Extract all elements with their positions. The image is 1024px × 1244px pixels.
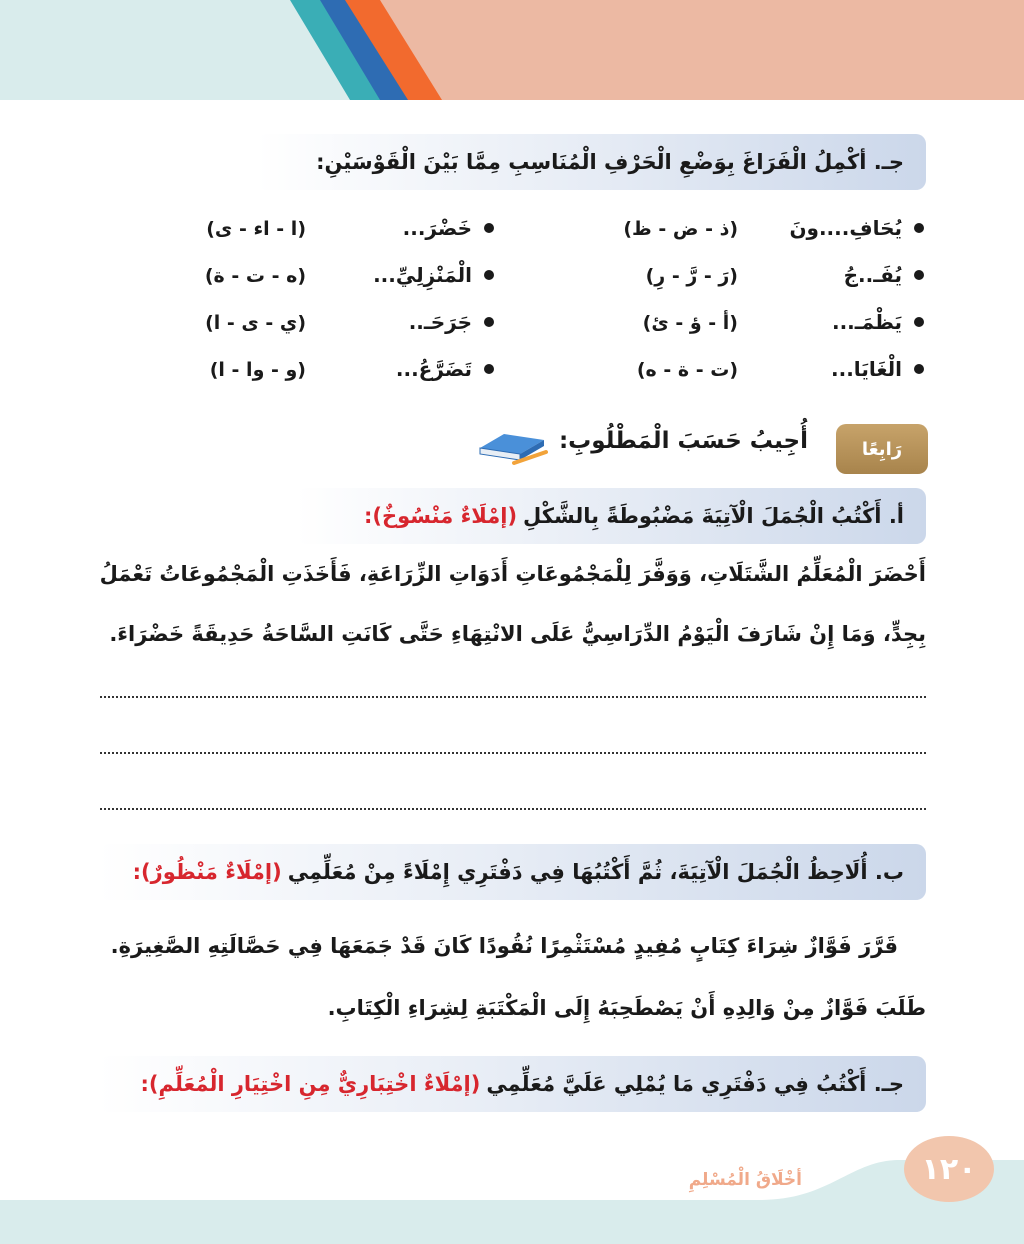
bullet-icon	[914, 270, 924, 280]
part-b-line-1: قَرَّرَ فَوَّازٌ شِرَاءَ كِتَابٍ مُفِيدٍ مُسْتَثْمِرًا نُقُودًا كَانَ قَدْ جَمَعَهَا فِي حَصَّالَتِهِ الصَّغِيرَةِ.	[110, 934, 898, 958]
part-a-title: أ. أَكْتُبُ الْجُمَلَ الْآتِيَةَ مَضْبُوطَةً بِالشَّكْلِ	[523, 504, 904, 528]
bullet-icon	[484, 223, 494, 233]
fill-word-6: جَرَحَـ..	[409, 310, 494, 334]
bullet-icon	[914, 317, 924, 327]
section-badge: رَابِعًا	[836, 424, 928, 474]
footer-decoration	[0, 1150, 1024, 1244]
bullet-icon	[914, 364, 924, 374]
fill-options-3: (رَ - رَّ - رِ)	[645, 265, 738, 287]
part-b-title-bar	[98, 844, 926, 900]
fill-options-6: (ي - ى - ا)	[205, 312, 306, 334]
fill-options-1: (ذ - ض - ظ)	[623, 218, 738, 240]
fill-word-7: الْغَايَا...	[831, 357, 924, 381]
bullet-icon	[914, 223, 924, 233]
writing-line-2	[100, 752, 926, 754]
part-a-tag: (إمْلَاءٌ مَنْسُوخٌ):	[364, 504, 518, 528]
fill-word-3: يُفَـ..جُ	[844, 263, 924, 287]
part-a-line-1: أَحْضَرَ الْمُعَلِّمُ الشَّتَلَاتِ، وَوَفَّرَ لِلْمَجْمُوعَاتِ أَدَوَاتِ الزِّرَاعَةِ، فَأَخَذَتِ الْمَجْمُوعَاتُ تَعْمَلُ	[99, 562, 926, 586]
book-title: أخْلَاقُ الْمُسْلِمِ	[688, 1170, 802, 1190]
part-c-title-bar	[98, 1056, 926, 1112]
section-c-title: جـ. أكْمِلُ الْفَرَاغَ بِوَضْعِ الْحَرْفِ الْمُنَاسِبِ مِمَّا بَيْنَ الْقَوْسَيْنِ:	[316, 150, 904, 174]
fill-options-5: (أ - ؤ - ئ)	[642, 312, 738, 334]
fill-word-1: يُحَافِ....ونَ	[789, 216, 924, 240]
fill-options-8: (و - وا - ا)	[209, 359, 306, 381]
book-icon	[476, 430, 548, 466]
bullet-icon	[484, 364, 494, 374]
part-a-title-bar	[296, 488, 926, 544]
fill-word-8: تَضَرَّعُ...	[396, 357, 494, 381]
fill-word-2: خَضْرَ...	[403, 216, 494, 240]
fill-word-4: الْمَنْزِلِيِّ...	[373, 263, 494, 287]
page-number: ١٢٠	[921, 1151, 977, 1187]
part-b-tag: (إمْلَاءٌ مَنْظُورٌ):	[132, 860, 282, 884]
section-4-title: أُجِيبُ حَسَبَ الْمَطْلُوبِ:	[558, 428, 808, 454]
fill-word-5: يَظْمَـ...	[832, 310, 924, 334]
fill-options-7: (ت - ة - ه)	[636, 359, 738, 381]
part-c-tag: (إمْلَاءٌ اخْتِبَارِيٌّ مِنِ اخْتِيَارِ الْمُعَلِّمِ):	[140, 1072, 481, 1096]
part-b-title: ب. أُلَاحِظُ الْجُمَلَ الْآتِيَةَ، ثُمَّ أَكْتُبُهَا فِي دَفْتَرِي إِمْلَاءً مِنْ مُعَلِّمِي	[287, 860, 904, 884]
page-number-badge	[904, 1136, 994, 1202]
bullet-icon	[484, 317, 494, 327]
part-a-line-2: بِجِدٍّ، وَمَا إِنْ شَارَفَ الْيَوْمُ الدِّرَاسِيُّ عَلَى الانْتِهَاءِ حَتَّى كَانَتِ السَّاحَةُ حَدِيقَةً خَضْرَاءَ.	[109, 622, 926, 646]
part-b-line-2: طَلَبَ فَوَّازٌ مِنْ وَالِدِهِ أَنْ يَصْطَحِبَهُ إِلَى الْمَكْتَبَةِ لِشِرَاءِ الْكِتَابِ.	[327, 996, 926, 1020]
section-c-title-bar	[256, 134, 926, 190]
writing-line-1	[100, 696, 926, 698]
bullet-icon	[484, 270, 494, 280]
writing-line-3	[100, 808, 926, 810]
fill-options-4: (ه - ت - ة)	[204, 265, 306, 287]
header-decoration	[0, 0, 1024, 100]
part-c-title: جـ. أَكْتُبُ فِي دَفْتَرِي مَا يُمْلِي عَلَيَّ مُعَلِّمِي	[486, 1072, 904, 1096]
fill-options-2: (ا - اء - ى)	[206, 218, 306, 240]
